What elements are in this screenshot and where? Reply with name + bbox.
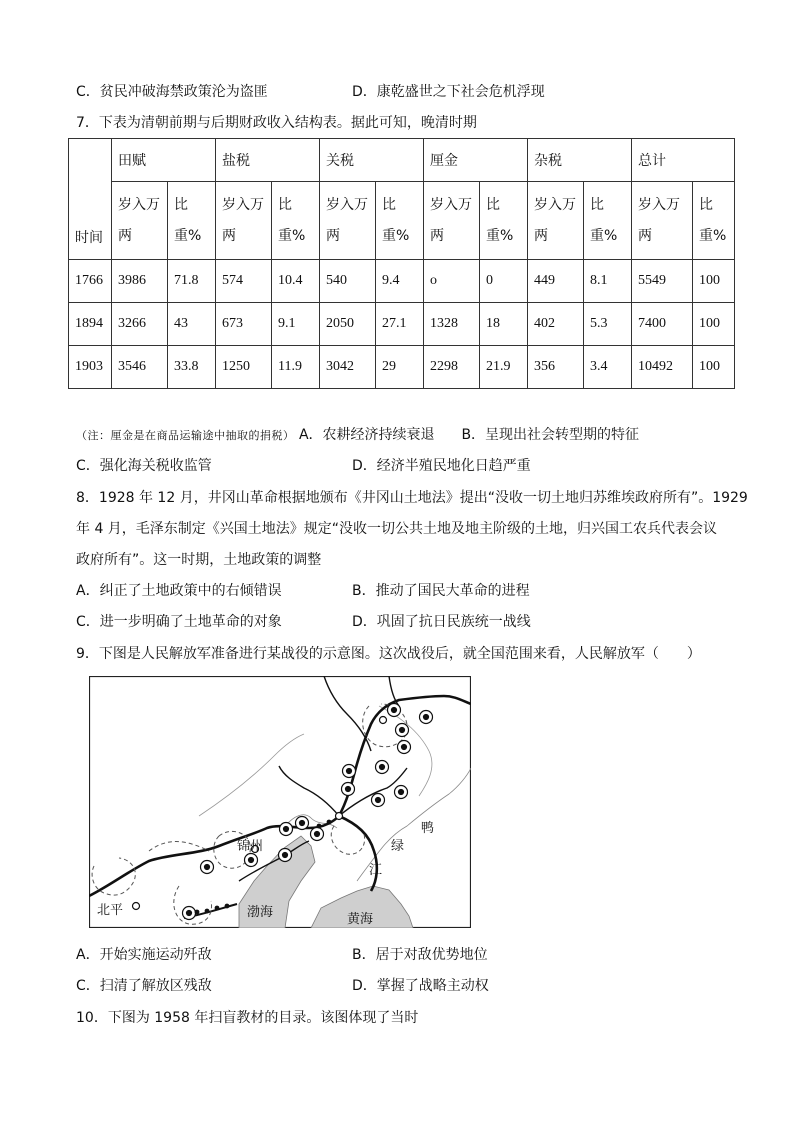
table-cell: 3986 bbox=[112, 260, 168, 303]
category-header: 厘金 bbox=[424, 139, 528, 182]
category-header: 关税 bbox=[320, 139, 424, 182]
q7-option-b: B．呈现出社会转型期的特征 bbox=[461, 427, 640, 443]
income-subheader: 岁入万两 bbox=[216, 182, 272, 260]
map-label-bohai: 渤海 bbox=[247, 905, 274, 920]
beiping-city-marker bbox=[133, 903, 140, 910]
battle-map bbox=[89, 676, 471, 928]
category-header: 盐税 bbox=[216, 139, 320, 182]
table-row bbox=[69, 346, 735, 389]
category-header: 总计 bbox=[632, 139, 735, 182]
table-cell: 540 bbox=[320, 260, 376, 303]
q9-option-d: D．掌握了战略主动权 bbox=[352, 978, 489, 994]
table-cell: 100 bbox=[693, 346, 735, 389]
table-cell: 3.4 bbox=[584, 346, 632, 389]
q9-stem: 9．下图是人民解放军准备进行某战役的示意图。这次战役后，就全国范围来看，人民解放军（ ） bbox=[76, 646, 701, 662]
table-cell: 5.3 bbox=[584, 303, 632, 346]
q8-option-a: A．纠正了土地政策中的右倾错误 bbox=[76, 583, 282, 599]
share-subheader: 比重% bbox=[272, 182, 320, 260]
table-cell: 356 bbox=[528, 346, 584, 389]
table-cell: 1328 bbox=[424, 303, 480, 346]
q7-stem: 7．下表为清朝前期与后期财政收入结构表。据此可知，晚清时期 bbox=[76, 115, 477, 131]
q8-stem-line1: 8．1928 年 12 月，井冈山革命根据地颁布《井冈山土地法》提出“没收一切土地归苏维埃政府所有”。1929 bbox=[76, 490, 748, 506]
table-cell: 3042 bbox=[320, 346, 376, 389]
share-subheader: 比重% bbox=[693, 182, 735, 260]
table-row bbox=[69, 260, 735, 303]
q7-option-d: D．经济半殖民地化日趋严重 bbox=[352, 458, 531, 474]
q6-option-d: D．康乾盛世之下社会危机浮现 bbox=[352, 84, 545, 100]
q9-option-b: B．居于对敌优势地位 bbox=[352, 947, 488, 963]
map-label-ya: 鸭 bbox=[421, 821, 435, 836]
table-cell: 10492 bbox=[632, 346, 693, 389]
table-cell: 574 bbox=[216, 260, 272, 303]
q9-option-a: A．开始实施运动歼敌 bbox=[76, 947, 212, 963]
table-cell: o bbox=[424, 260, 480, 303]
map-label-beiping: 北平 bbox=[97, 903, 124, 918]
share-subheader: 比重% bbox=[584, 182, 632, 260]
share-subheader: 比重% bbox=[376, 182, 424, 260]
table-cell: 402 bbox=[528, 303, 584, 346]
table-cell: 449 bbox=[528, 260, 584, 303]
q7-note: （注：厘金是在商品运输途中抽取的捐税） bbox=[76, 429, 295, 442]
q8-option-b: B．推动了国民大革命的进程 bbox=[352, 583, 530, 599]
map-label-lu: 绿 bbox=[391, 839, 405, 854]
table-cell: 5549 bbox=[632, 260, 693, 303]
income-subheader: 岁入万两 bbox=[112, 182, 168, 260]
income-subheader: 岁入万两 bbox=[320, 182, 376, 260]
table-cell: 21.9 bbox=[480, 346, 528, 389]
map-label-jinzhou: 锦州 bbox=[237, 839, 264, 854]
table-cell: 33.8 bbox=[168, 346, 216, 389]
shenyang-city-marker bbox=[336, 813, 343, 820]
table-cell: 18 bbox=[480, 303, 528, 346]
table-cell: 11.9 bbox=[272, 346, 320, 389]
income-subheader: 岁入万两 bbox=[528, 182, 584, 260]
category-header: 田赋 bbox=[112, 139, 216, 182]
table-cell: 2298 bbox=[424, 346, 480, 389]
time-header: 时间 bbox=[69, 139, 112, 260]
year-cell: 1894 bbox=[69, 303, 112, 346]
q9-option-c: C．扫清了解放区残敌 bbox=[76, 978, 212, 994]
table-cell: 3546 bbox=[112, 346, 168, 389]
table-cell: 1250 bbox=[216, 346, 272, 389]
table-cell: 673 bbox=[216, 303, 272, 346]
table-cell: 9.1 bbox=[272, 303, 320, 346]
table-cell: 7400 bbox=[632, 303, 693, 346]
changchun-city-marker bbox=[380, 717, 387, 724]
q8-stem-line3: 政府所有”。这一时期，土地政策的调整 bbox=[76, 552, 322, 568]
q7-option-c: C．强化海关税收监管 bbox=[76, 458, 212, 474]
q10-stem: 10．下图为 1958 年扫盲教材的目录。该图体现了当时 bbox=[76, 1010, 419, 1026]
table-cell: 100 bbox=[693, 260, 735, 303]
table-cell: 43 bbox=[168, 303, 216, 346]
table-cell: 2050 bbox=[320, 303, 376, 346]
table-cell: 29 bbox=[376, 346, 424, 389]
q8-stem-line2: 年 4 月，毛泽东制定《兴国土地法》规定“没收一切公共土地及地主阶级的土地，归兴国工农兵代表会议 bbox=[76, 521, 718, 537]
q7-option-a: A．农耕经济持续衰退 bbox=[298, 427, 435, 443]
year-cell: 1766 bbox=[69, 260, 112, 303]
map-label-jiang: 江 bbox=[369, 863, 383, 878]
share-subheader: 比重% bbox=[168, 182, 216, 260]
table-cell: 71.8 bbox=[168, 260, 216, 303]
q6-option-c: C．贫民冲破海禁政策沦为盗匪 bbox=[76, 84, 268, 100]
table-cell: 27.1 bbox=[376, 303, 424, 346]
income-subheader: 岁入万两 bbox=[632, 182, 693, 260]
table-cell: 9.4 bbox=[376, 260, 424, 303]
table-cell: 8.1 bbox=[584, 260, 632, 303]
table-row bbox=[69, 303, 735, 346]
table-cell: 3266 bbox=[112, 303, 168, 346]
map-label-huanghai: 黄海 bbox=[347, 912, 374, 927]
year-cell: 1903 bbox=[69, 346, 112, 389]
income-subheader: 岁入万两 bbox=[424, 182, 480, 260]
q8-option-d: D．巩固了抗日民族统一战线 bbox=[352, 614, 531, 630]
table-cell: 0 bbox=[480, 260, 528, 303]
share-subheader: 比重% bbox=[480, 182, 528, 260]
table-cell: 10.4 bbox=[272, 260, 320, 303]
table-cell: 100 bbox=[693, 303, 735, 346]
q7-note-and-options bbox=[76, 425, 639, 446]
fiscal-revenue-table bbox=[68, 138, 735, 389]
q8-option-c: C．进一步明确了土地革命的对象 bbox=[76, 614, 282, 630]
category-header: 杂税 bbox=[528, 139, 632, 182]
